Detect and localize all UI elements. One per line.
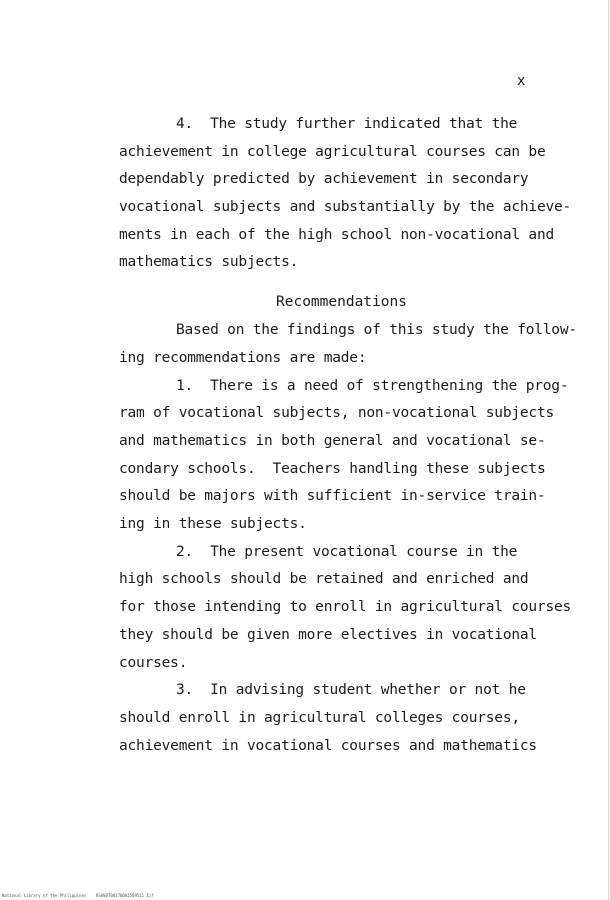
text-line: ram of vocational subjects, non-vocational subjects — [119, 405, 555, 421]
text-line: 2. The present vocational course in the — [176, 544, 518, 560]
text-line: mathematics subjects. — [119, 254, 299, 270]
text-line: should enroll in agricultural colleges courses, — [119, 710, 520, 726]
text-line: high schools should be retained and enriched and — [119, 571, 529, 587]
footer-credit: National Library of the Philippines RS0V0T00170001509511 Iif — [2, 893, 154, 898]
text-line: achievement in college agricultural courses can be — [119, 144, 546, 160]
text-line: Based on the findings of this study the follow- — [176, 322, 577, 338]
text-line: ments in each of the high school non-vocational and — [119, 227, 555, 243]
text-line: for those intending to enroll in agricultural courses — [119, 599, 572, 615]
text-line: and mathematics in both general and vocational se- — [119, 433, 546, 449]
text-line: courses. — [119, 655, 188, 671]
text-line: 4. The study further indicated that the — [176, 116, 518, 132]
recommendations-heading: Recommendations — [276, 294, 407, 310]
text-line: dependably predicted by achievement in secondary — [119, 171, 529, 187]
text-line: should be majors with sufficient in-service train- — [119, 488, 546, 504]
text-line: 1. There is a need of strengthening the prog- — [176, 378, 569, 394]
text-line: 3. In advising student whether or not he — [176, 682, 526, 698]
text-line: ing recommendations are made: — [119, 350, 367, 366]
text-line: ing in these subjects. — [119, 516, 307, 532]
text-line: achievement in vocational courses and mathematics — [119, 738, 537, 754]
page-edge-divider — [608, 0, 609, 900]
text-line: condary schools. Teachers handling these subjects — [119, 461, 546, 477]
text-line: they should be given more electives in vocational — [119, 627, 537, 643]
text-line: vocational subjects and substantially by the achieve- — [119, 199, 572, 215]
page-number: x — [517, 73, 526, 89]
